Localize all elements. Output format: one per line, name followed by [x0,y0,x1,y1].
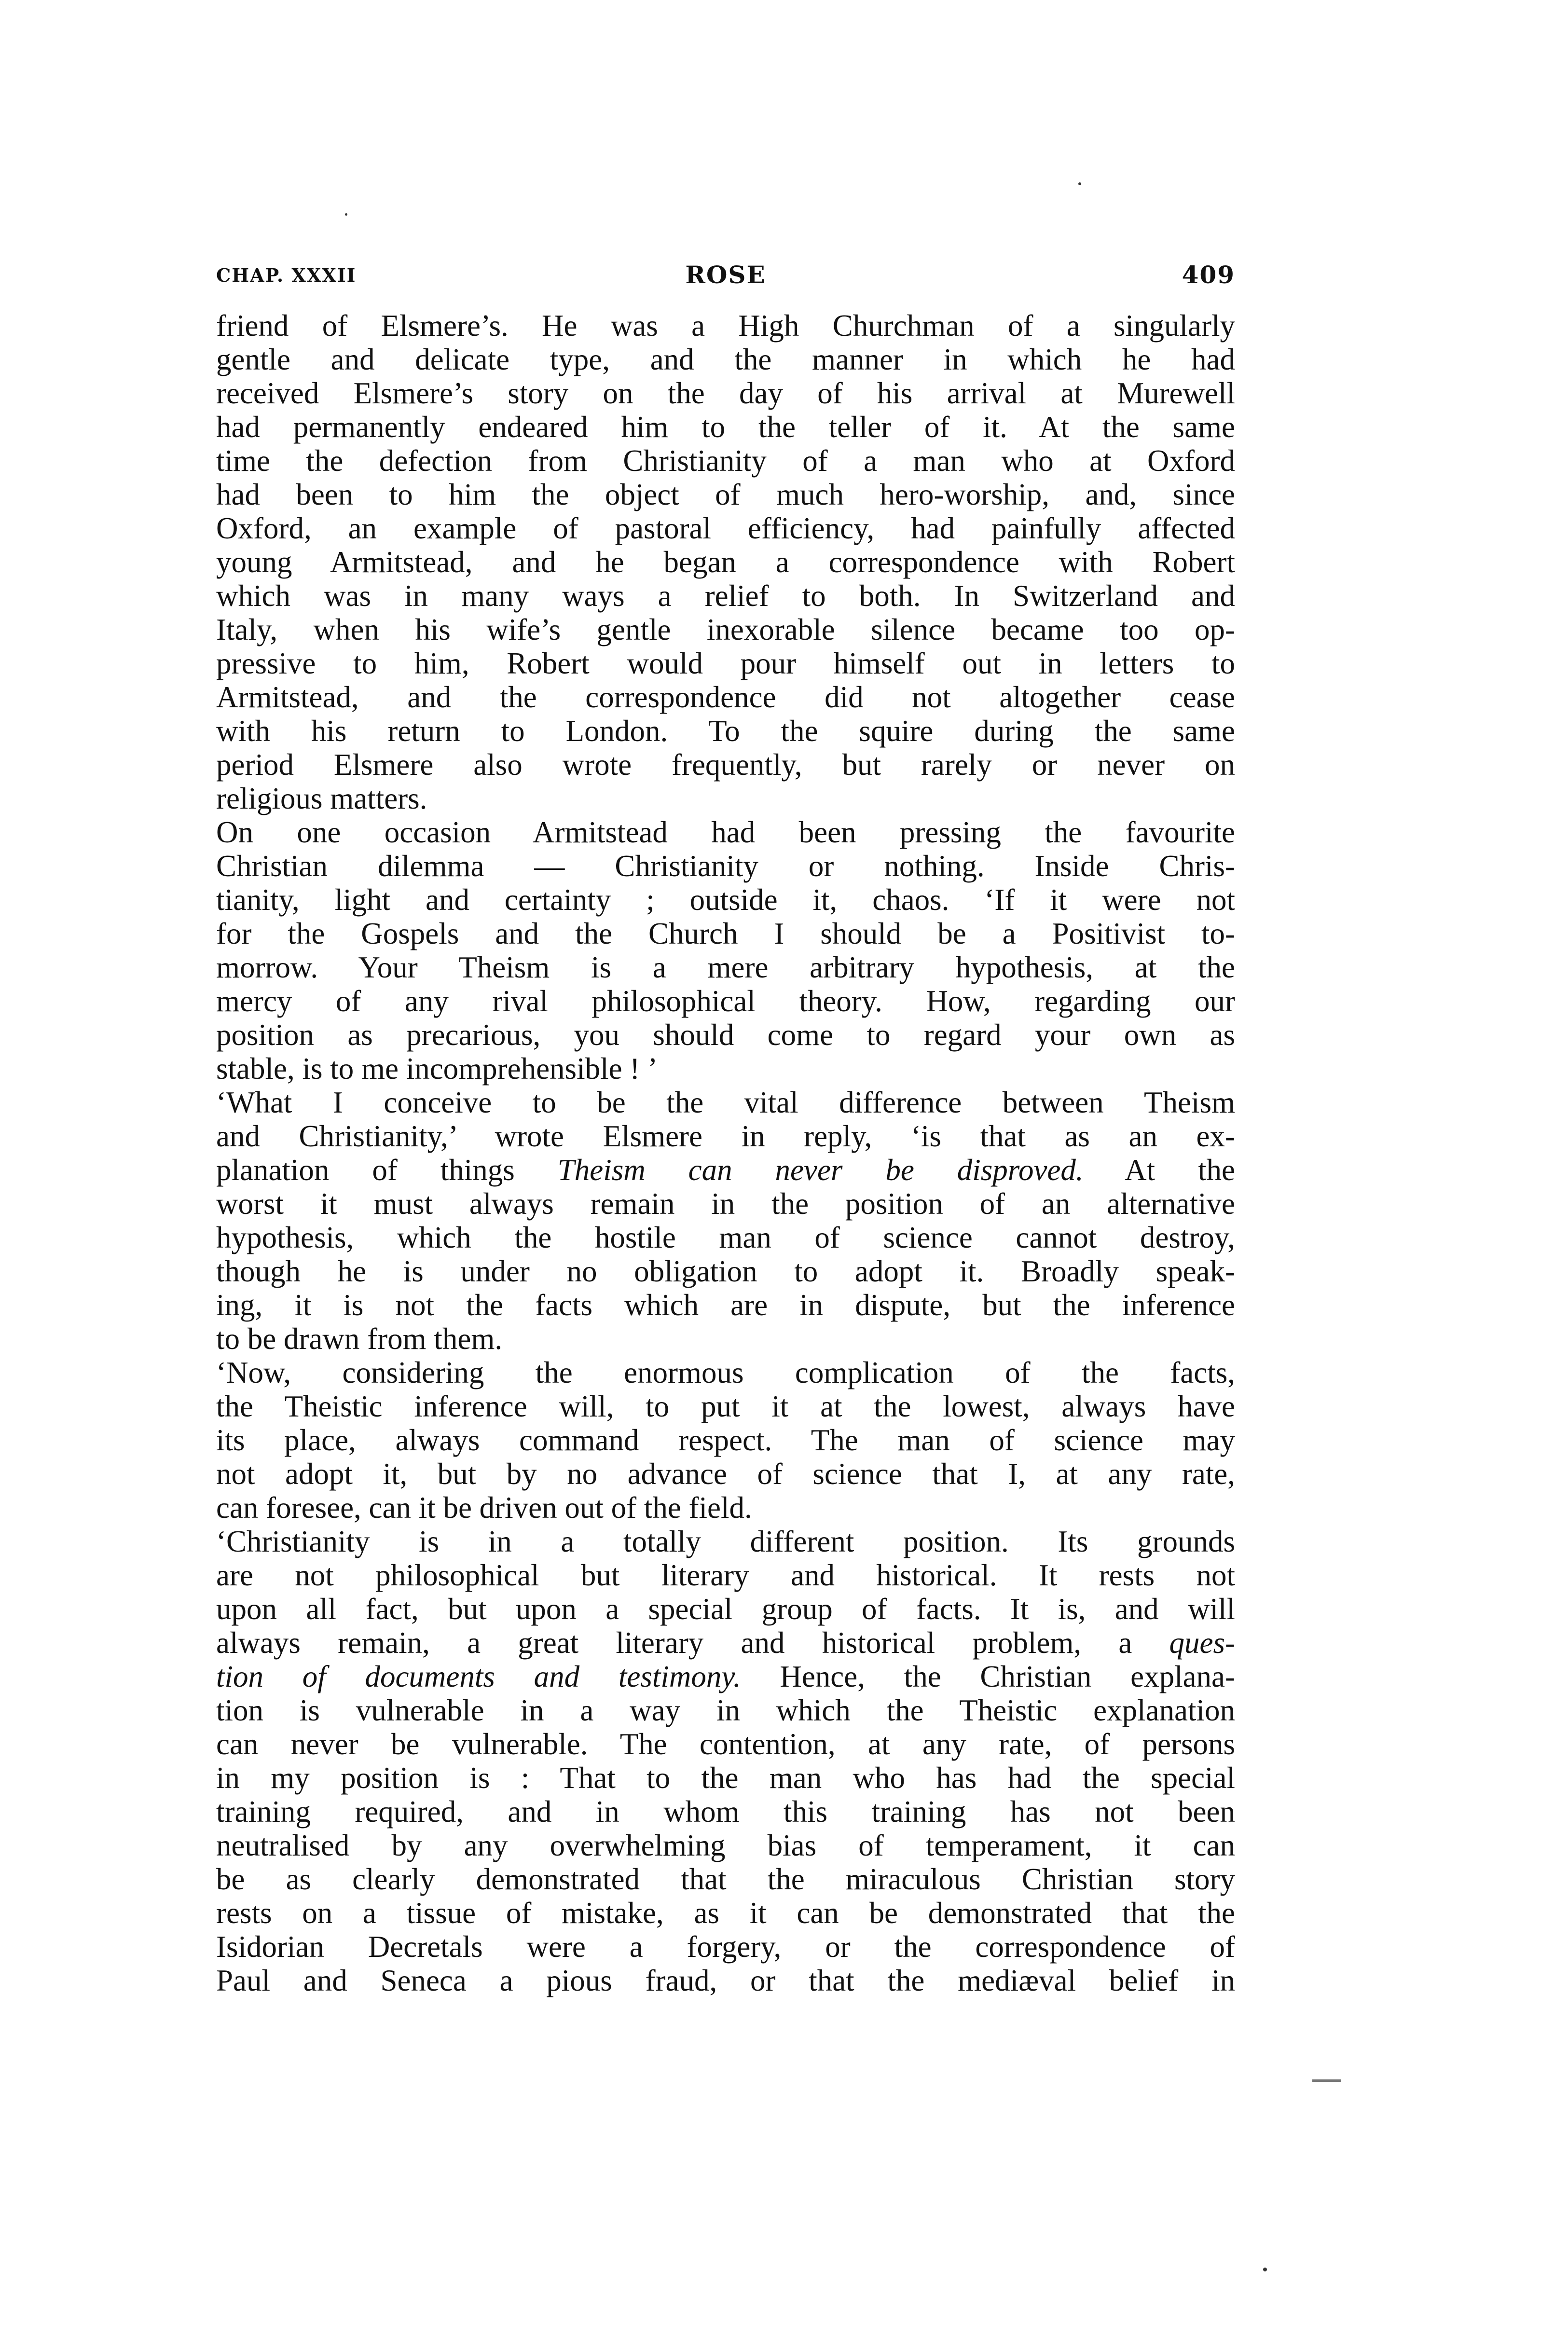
text-line [216,782,1235,815]
text-line [216,1829,1235,1862]
text-line [216,1592,1235,1626]
line-text: friend of Elsmere’s. He was a High Churchman of a singularly [216,309,1235,343]
line-text: had been to him the object of much hero-worship, and, since [216,478,1235,511]
line-text: can foresee, can it be driven out of the field. [216,1491,752,1525]
line-text: ing, it is not the facts which are in dispute, but the inference [216,1288,1235,1322]
line-text: upon all fact, but upon a special group of facts. It is, and will [216,1592,1235,1626]
text-line [216,950,1235,984]
text-line [216,1626,1235,1660]
line-text: which was in many ways a relief to both. In Switzerland and [216,579,1235,613]
body-text [216,309,1235,1997]
line-text: its place, always command respect. The man of science may [216,1423,1235,1457]
text-line [216,1896,1235,1930]
text-line [216,1119,1235,1153]
line-text: Armitstead, and the correspondence did not altogether cease [216,680,1235,714]
line-text: not adopt it, but by no advance of science that I, at any rate, [216,1457,1235,1491]
text-line [216,714,1235,748]
line-text: can never be vulnerable. The contention, at any rate, of persons [216,1727,1235,1761]
text-line [216,1356,1235,1389]
text-line [216,1322,1235,1356]
line-text: worst it must always remain in the position of an alternative [216,1187,1235,1221]
text-line [216,545,1235,579]
line-text: young Armitstead, and he began a correspondence with Robert [216,545,1235,579]
text-line [216,1018,1235,1052]
line-text: the Theistic inference will, to put it at the lowest, always have [216,1389,1235,1423]
line-text: tianity, light and certainty ; outside it, chaos. ‘If it were not [216,883,1235,917]
line-text: Hence, the Christian explana- [741,1660,1235,1693]
text-line [216,309,1235,343]
text-line [216,343,1235,376]
text-line [216,1964,1235,1997]
line-text: and Christianity,’ wrote Elsmere in reply, ‘is that as an ex- [216,1119,1235,1153]
text-line [216,1254,1235,1288]
text-line [216,376,1235,410]
line-text: neutralised by any overwhelming bias of temperament, it can [216,1829,1235,1862]
text-line [216,478,1235,511]
line-text: always remain, a great literary and historical problem, a [216,1626,1169,1660]
line-text: ‘Christianity is in a totally different position. Its grounds [216,1525,1235,1558]
text-line [216,1660,1235,1693]
line-text: rests on a tissue of mistake, as it can be demonstrated that the [216,1896,1235,1930]
line-text: received Elsmere’s story on the day of his arrival at Murewell [216,376,1235,410]
line-text: had permanently endeared him to the teller of it. At the same [216,410,1235,444]
text-line [216,883,1235,917]
text-line [216,1930,1235,1964]
text-line [216,1862,1235,1896]
line-text: in my position is : That to the man who has had the special [216,1761,1235,1795]
text-line [216,613,1235,646]
line-text: period Elsmere also wrote frequently, but rarely or never on [216,748,1235,782]
line-text: Christian dilemma — Christianity or nothing. Inside Chris- [216,849,1235,883]
text-line [216,1558,1235,1592]
text-line [216,1153,1235,1187]
margin-dash [1312,2079,1341,2082]
text-line [216,511,1235,545]
line-text: be as clearly demonstrated that the miraculous Christian story [216,1862,1235,1896]
line-text: At the [1083,1153,1235,1187]
line-text: religious matters. [216,782,427,815]
line-text: Paul and Seneca a pious fraud, or that the mediæval belief in [216,1964,1235,1997]
text-line [216,410,1235,444]
page-number: 409 [1182,261,1235,289]
text-line [216,1221,1235,1254]
text-line [216,1795,1235,1829]
text-line [216,646,1235,680]
text-line [216,748,1235,782]
line-text: ‘Now, considering the enormous complication of the facts, [216,1356,1235,1389]
text-line [216,1457,1235,1491]
line-text: Italy, when his wife’s gentle inexorable silence became too op- [216,613,1235,646]
text-line [216,984,1235,1018]
text-line [216,1727,1235,1761]
italic-text: Theism can never be disproved. [557,1153,1084,1187]
text-line [216,1693,1235,1727]
text-line [216,579,1235,613]
line-text: mercy of any rival philosophical theory. How, regarding our [216,984,1235,1018]
line-text: hypothesis, which the hostile man of science cannot destroy, [216,1221,1235,1254]
line-text: training required, and in whom this training has not been [216,1795,1235,1829]
italic-text: ques- [1169,1626,1235,1660]
line-text: ‘What I conceive to be the vital difference between Theism [216,1086,1235,1119]
line-text: to be drawn from them. [216,1322,503,1356]
text-line [216,1052,1235,1086]
print-speck [1078,182,1081,185]
text-line [216,1423,1235,1457]
line-text: are not philosophical but literary and historical. It rests not [216,1558,1235,1592]
line-text: gentle and delicate type, and the manner in which he had [216,343,1235,376]
line-text: stable, is to me incomprehensible ! ’ [216,1052,658,1086]
line-text: though he is under no obligation to adopt it. Broadly speak- [216,1254,1235,1288]
line-text: Isidorian Decretals were a forgery, or the correspondence of [216,1930,1235,1964]
text-line [216,1389,1235,1423]
line-text: planation of things [216,1153,558,1187]
line-text: Oxford, an example of pastoral efficiency, had painfully affected [216,511,1235,545]
text-line [216,1491,1235,1525]
text-line [216,1187,1235,1221]
text-line [216,444,1235,478]
line-text: position as precarious, you should come to regard your own as [216,1018,1235,1052]
text-line [216,1288,1235,1322]
running-head [216,261,1235,299]
line-text: pressive to him, Robert would pour himself out in letters to [216,646,1235,680]
print-speck [1263,2268,1267,2271]
print-speck [345,213,347,216]
text-line [216,815,1235,849]
chapter-label: CHAP. XXXII [216,264,357,286]
line-text: tion is vulnerable in a way in which the Theistic explanation [216,1693,1235,1727]
text-line [216,1761,1235,1795]
line-text: morrow. Your Theism is a mere arbitrary hypothesis, at the [216,950,1235,984]
text-line [216,1525,1235,1558]
text-line [216,849,1235,883]
line-text: for the Gospels and the Church I should be a Positivist to- [216,917,1235,950]
page-title: ROSE [685,261,766,289]
text-line [216,680,1235,714]
line-text: with his return to London. To the squire during the same [216,714,1235,748]
line-text: time the defection from Christianity of a man who at Oxford [216,444,1235,478]
text-line [216,917,1235,950]
line-text: On one occasion Armitstead had been pressing the favourite [216,815,1235,849]
text-line [216,1086,1235,1119]
italic-text: tion of documents and testimony. [216,1660,741,1693]
